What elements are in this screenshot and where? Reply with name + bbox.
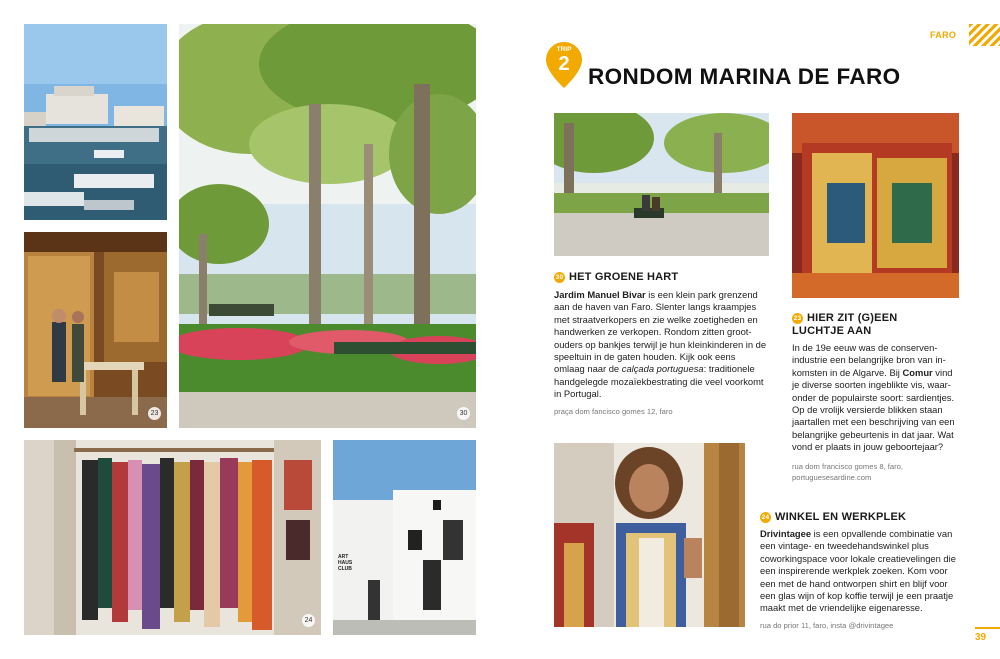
body-text: : traditionele handgelegde mozaïekbestrating die veel voorkomt in Portugal. — [554, 363, 764, 400]
page-number-rule — [975, 627, 1000, 629]
venue-name: Drivintagee — [760, 528, 812, 539]
street-art-photo — [333, 440, 476, 635]
body-text: is een opvallende combinatie van een vintage- en tweedehandswinkel plus coworkingspace voor lokale creatievelingen die een inspirerende werkplek zoeken. Kom voor een met de hand ontworpen shirt en blijf voor een glas wijn of kop koffie terwijl je een praatje maakt met de vriendelijke eigenaresse. — [760, 528, 956, 614]
section-body-green-heart — [554, 289, 768, 401]
section-number-badge: 30 — [555, 274, 564, 281]
address-green-heart: praça dom fancisco gomes 12, faro — [554, 407, 673, 416]
body-text: is een klein park grenzend aan de haven van Faro. Slenter langs kraampjes met straatverkopers en zie welke zoetigheden en handwerken ze verkopen. Rondom zitten groot-ouders op bankjes terwijl je hun kleinkinderen in de speeltuin in de gaten houden. Kijk ook eens omlaag naar de — [554, 289, 767, 375]
section-title-green-heart — [554, 271, 678, 284]
trip-badge — [546, 42, 582, 88]
address-workplace: rua do prior 11, faro, insta @drivintagee — [760, 621, 894, 630]
trip-label: TRIP — [556, 46, 572, 53]
section-number-badge: 23 — [793, 315, 802, 322]
tin-shop-photo — [24, 232, 167, 428]
park-photo — [179, 24, 476, 428]
address-line: portuguesesardine.com — [792, 473, 872, 482]
section-title-smell — [792, 312, 897, 338]
photo-number-badge: 24 — [302, 614, 315, 627]
page-number: 39 — [975, 632, 987, 643]
sardine-tins-photo — [792, 113, 959, 298]
body-text: vind je diverse soorten ingeblikte vis, waar-onder de populairste soort: sardientjes. Op de vrolijk versierde blikken staan jaartallen met een beschrijving van een belangrijke gebeurtenis in dat jaar. Wat vond er plaats in jouw geboortejaar? — [792, 366, 955, 453]
section-body-smell — [792, 342, 960, 454]
park-bench-photo — [554, 113, 769, 256]
photo-number-badge: 30 — [457, 407, 470, 420]
photo-number-badge: 23 — [148, 407, 161, 420]
venue-name: Jardim Manuel Bivar — [554, 289, 646, 300]
section-number-badge: 24 — [761, 514, 770, 521]
marina-photo — [24, 24, 167, 220]
section-title-text-line2: LUCHTJE AAN — [792, 325, 872, 337]
body-text: In de 19e eeuw was de conserven-industrie een belangrijke bron van in-komsten in de Algarve. Bij — [792, 342, 946, 378]
section-title-text: WINKEL EN WERKPLEK — [775, 511, 907, 523]
section-tag: FARO — [930, 30, 957, 40]
page-title: RONDOM MARINA DE FARO — [588, 64, 901, 89]
section-title-text: HIER ZIT (G)EEN — [807, 312, 898, 324]
art-haus-club-sign: ART HAUS CLUB — [338, 554, 353, 572]
trip-number: 2 — [558, 53, 570, 75]
section-title-text: HET GROENE HART — [569, 271, 679, 283]
address-line: rua dom francisco gomes 8, faro, — [792, 462, 904, 471]
address-smell — [792, 461, 903, 483]
vintage-clothes-photo — [24, 440, 321, 635]
stripe-decoration — [969, 24, 1000, 46]
section-title-workplace — [760, 511, 906, 524]
section-body-workplace — [760, 528, 960, 615]
shop-owner-photo — [554, 443, 745, 627]
italic-term: calçada portuguesa — [621, 363, 704, 375]
venue-name: Comur — [902, 366, 933, 378]
